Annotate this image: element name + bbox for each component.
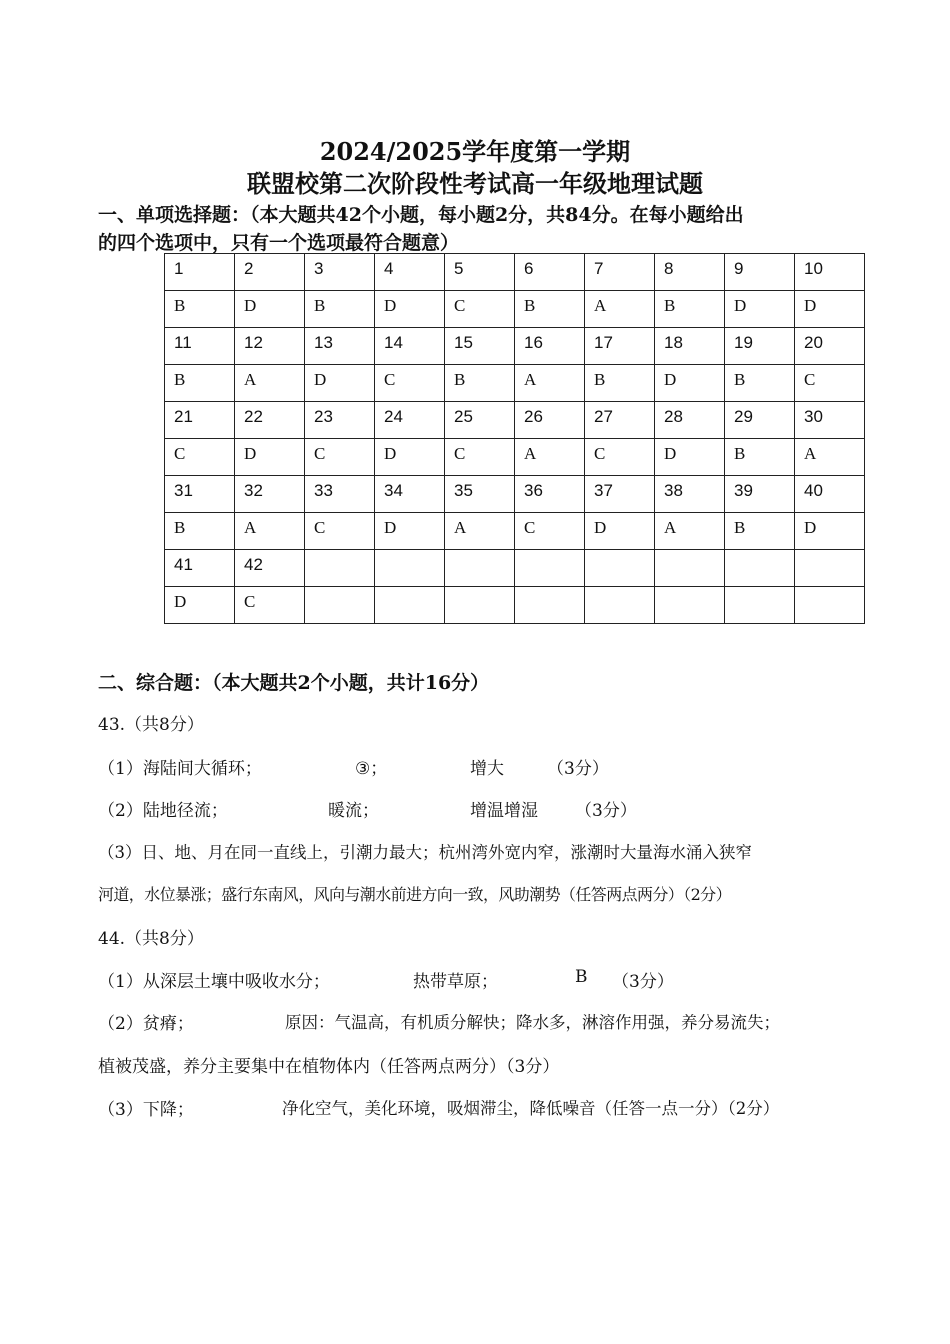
answer-cell: A [445, 513, 515, 550]
question-number: 19 [725, 328, 795, 365]
question-number: 18 [655, 328, 725, 365]
answer-cell [305, 587, 375, 624]
question-number: 6 [515, 254, 585, 291]
q44-p1-score: （3分） [612, 972, 674, 992]
question-number [515, 550, 585, 587]
answer-cell: B [445, 365, 515, 402]
answer-cell: B [725, 365, 795, 402]
question-number: 8 [655, 254, 725, 291]
question-number: 36 [515, 476, 585, 513]
question-number: 34 [375, 476, 445, 513]
answer-cell: D [375, 439, 445, 476]
answer-row [165, 513, 865, 550]
question-number: 20 [795, 328, 865, 365]
answer-cell: C [795, 365, 865, 402]
answer-cell: C [585, 439, 655, 476]
question-number: 5 [445, 254, 515, 291]
answer-row [165, 439, 865, 476]
question-number: 39 [725, 476, 795, 513]
question-number: 11 [165, 328, 235, 365]
answer-cell: A [235, 365, 305, 402]
section1-heading-2: 的四个选项中，只有一个选项最符合题意） [98, 232, 460, 254]
answer-cell: D [235, 439, 305, 476]
title-line-2: 联盟校第二次阶段性考试高一年级地理试题 [247, 169, 703, 198]
q44-p2-line2: 植被茂盛，养分主要集中在植物体内（任答两点两分）（3分） [98, 1057, 560, 1077]
answer-row [165, 587, 865, 624]
question-number: 40 [795, 476, 865, 513]
answer-cell: D [795, 291, 865, 328]
answer-cell: A [585, 291, 655, 328]
q44-p2-a: （2）贫瘠； [98, 1014, 194, 1034]
question-number-row [165, 550, 865, 587]
answer-row [165, 365, 865, 402]
question-number [655, 550, 725, 587]
answer-cell: C [445, 291, 515, 328]
question-number [305, 550, 375, 587]
question-number: 24 [375, 402, 445, 439]
question-number: 23 [305, 402, 375, 439]
question-number: 4 [375, 254, 445, 291]
answer-cell: B [655, 291, 725, 328]
question-number: 13 [305, 328, 375, 365]
question-number-row [165, 328, 865, 365]
answer-cell: B [165, 365, 235, 402]
q43-p1-score: （3分） [547, 759, 609, 779]
answer-table [164, 253, 865, 624]
question-number-row [165, 476, 865, 513]
question-number: 33 [305, 476, 375, 513]
question-number: 26 [515, 402, 585, 439]
answer-cell: A [795, 439, 865, 476]
q43-p2-c: 增温增湿 [470, 801, 538, 821]
question-number: 22 [235, 402, 305, 439]
title-line-1: 2024/2025学年度第一学期 [319, 137, 631, 166]
answer-cell [445, 587, 515, 624]
answer-cell: D [375, 513, 445, 550]
answer-cell: C [235, 587, 305, 624]
answer-cell: D [655, 365, 725, 402]
answer-cell: A [515, 439, 585, 476]
question-number: 28 [655, 402, 725, 439]
q44-p1-c: B [575, 967, 588, 987]
question-number: 10 [795, 254, 865, 291]
q43-p1-b: ③； [355, 759, 388, 779]
question-number-row [165, 254, 865, 291]
question-number [795, 550, 865, 587]
answer-cell: B [585, 365, 655, 402]
answer-cell: D [235, 291, 305, 328]
question-number: 9 [725, 254, 795, 291]
question-number [445, 550, 515, 587]
question-number: 14 [375, 328, 445, 365]
section1-heading-1: 一、单项选择题：（本大题共42个小题，每小题2分，共84分。在每小题给出 [98, 204, 744, 226]
question-number [375, 550, 445, 587]
question-number: 7 [585, 254, 655, 291]
answer-cell: C [305, 513, 375, 550]
question-number: 30 [795, 402, 865, 439]
answer-cell: D [305, 365, 375, 402]
answer-cell: B [515, 291, 585, 328]
question-number: 41 [165, 550, 235, 587]
answer-cell [655, 587, 725, 624]
question-number: 16 [515, 328, 585, 365]
answer-cell: D [165, 587, 235, 624]
question-number [725, 550, 795, 587]
question-number: 12 [235, 328, 305, 365]
question-number: 21 [165, 402, 235, 439]
answer-cell [725, 587, 795, 624]
answer-cell: A [235, 513, 305, 550]
question-number: 25 [445, 402, 515, 439]
question-number: 29 [725, 402, 795, 439]
q43-p1-a: （1）海陆间大循环； [98, 759, 262, 779]
answer-cell: D [375, 291, 445, 328]
answer-cell: C [515, 513, 585, 550]
question-number: 27 [585, 402, 655, 439]
answer-cell [795, 587, 865, 624]
answer-cell [375, 587, 445, 624]
answer-cell: B [305, 291, 375, 328]
answer-cell: D [795, 513, 865, 550]
question-number: 2 [235, 254, 305, 291]
question-number: 17 [585, 328, 655, 365]
answer-cell: A [655, 513, 725, 550]
q43-p3-line1: （3）日、地、月在同一直线上，引潮力最大；杭州湾外宽内窄，涨潮时大量海水涌入狭窄 [98, 843, 752, 862]
question-number: 31 [165, 476, 235, 513]
q43-p3-line2: 河道，水位暴涨；盛行东南风，风向与潮水前进方向一致，风助潮势（任答两点两分）（2分） [98, 885, 731, 904]
q44-p1-a: （1）从深层土壤中吸收水分； [98, 972, 330, 992]
answer-cell: D [725, 291, 795, 328]
question-number [585, 550, 655, 587]
question-number: 42 [235, 550, 305, 587]
q44-p1-b: 热带草原； [413, 972, 498, 992]
q44-p3-b: 净化空气，美化环境，吸烟滞尘，降低噪音（任答一点一分）（2分） [282, 1099, 780, 1118]
q44-label: 44.（共8分） [98, 929, 204, 949]
answer-cell [585, 587, 655, 624]
answer-cell: D [585, 513, 655, 550]
answer-cell: B [165, 291, 235, 328]
q43-label: 43.（共8分） [98, 715, 204, 735]
question-number: 37 [585, 476, 655, 513]
question-number: 38 [655, 476, 725, 513]
answer-cell: C [165, 439, 235, 476]
answer-row [165, 291, 865, 328]
q43-p1-c: 增大 [470, 759, 504, 779]
question-number: 32 [235, 476, 305, 513]
answer-cell: D [655, 439, 725, 476]
answer-cell: C [445, 439, 515, 476]
answer-cell: C [375, 365, 445, 402]
question-number: 1 [165, 254, 235, 291]
answer-cell: C [305, 439, 375, 476]
q43-p2-a: （2）陆地径流； [98, 801, 228, 821]
section2-heading: 二、综合题：（本大题共2个小题，共计16分） [98, 672, 490, 694]
answer-cell: B [725, 439, 795, 476]
answer-cell: A [515, 365, 585, 402]
answer-cell [515, 587, 585, 624]
q44-p2-b: 原因：气温高，有机质分解快；降水多，淋溶作用强，养分易流失； [285, 1013, 780, 1032]
question-number: 15 [445, 328, 515, 365]
q43-p2-b: 暖流； [328, 801, 379, 821]
answer-cell: B [725, 513, 795, 550]
q44-p3-a: （3）下降； [98, 1100, 194, 1120]
question-number-row [165, 402, 865, 439]
question-number: 3 [305, 254, 375, 291]
answer-cell: B [165, 513, 235, 550]
question-number: 35 [445, 476, 515, 513]
q43-p2-score: （3分） [575, 801, 637, 821]
